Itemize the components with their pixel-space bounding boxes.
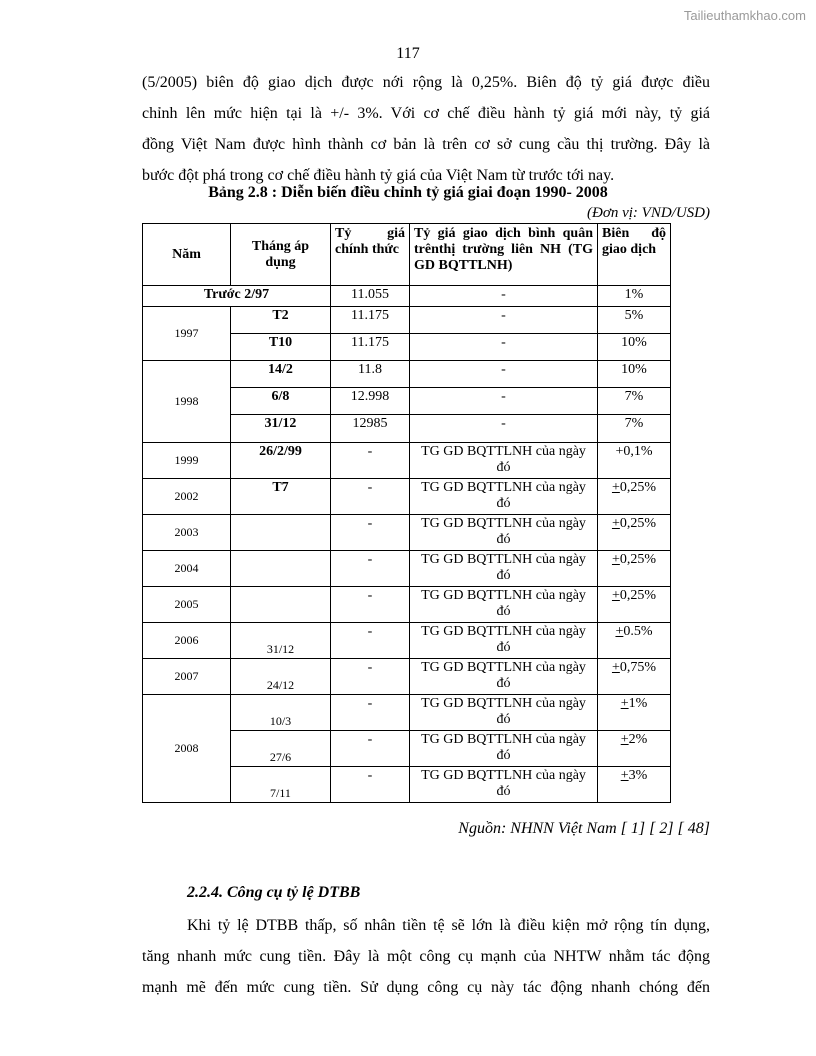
cell-interbank: - bbox=[410, 415, 598, 443]
cell-band bbox=[598, 731, 671, 767]
cell-year: 2002 bbox=[143, 479, 231, 515]
band-value: 0,25% bbox=[619, 588, 657, 603]
cell-year: 1999 bbox=[143, 443, 231, 479]
cell-interbank: TG GD BQTTLNH của ngày đó bbox=[410, 443, 598, 479]
cell-month: 31/12 bbox=[231, 415, 331, 443]
cell-rate: - bbox=[331, 479, 410, 515]
text-line: Khi tỷ lệ DTBB thấp, số nhân tiền tệ sẽ lớn là điều kiện mở rộng tín dụng, bbox=[187, 917, 710, 934]
cell-band bbox=[598, 623, 671, 659]
header-official-rate: Tỷ giá chính thức bbox=[331, 224, 410, 286]
text-line: đồng Việt Nam được hình thành cơ bản là trên cơ sở cung cầu thị trường. Đây là bbox=[142, 136, 710, 153]
cell-interbank: TG GD BQTTLNH của ngày đó bbox=[410, 479, 598, 515]
plus-minus-sign: + bbox=[611, 552, 620, 567]
cell-rate: - bbox=[331, 731, 410, 767]
plus-minus-sign: + bbox=[611, 660, 620, 675]
table-row bbox=[143, 587, 671, 623]
cell-year: 2006 bbox=[143, 623, 231, 659]
cell-rate: 12.998 bbox=[331, 388, 410, 415]
cell-rate: 11.175 bbox=[331, 307, 410, 334]
cell-interbank: - bbox=[410, 388, 598, 415]
intro-paragraph bbox=[142, 67, 710, 191]
table-row bbox=[143, 443, 671, 479]
cell-period: Trước 2/97 bbox=[143, 286, 331, 307]
cell-band: 10% bbox=[598, 334, 671, 361]
cell-rate: 12985 bbox=[331, 415, 410, 443]
cell-year: 2003 bbox=[143, 515, 231, 551]
cell-band bbox=[598, 767, 671, 803]
plus-minus-sign: + bbox=[615, 624, 624, 639]
table-source: Nguồn: NHNN Việt Nam [ 1] [ 2] [ 48] bbox=[458, 820, 710, 837]
cell-interbank: TG GD BQTTLNH của ngày đó bbox=[410, 659, 598, 695]
plus-minus-sign: + bbox=[620, 732, 629, 747]
cell-rate: 11.055 bbox=[331, 286, 410, 307]
cell-interbank: - bbox=[410, 307, 598, 334]
cell-rate: - bbox=[331, 767, 410, 803]
cell-interbank: TG GD BQTTLNH của ngày đó bbox=[410, 767, 598, 803]
cell-band: 1% bbox=[598, 286, 671, 307]
cell-rate: 11.175 bbox=[331, 334, 410, 361]
band-value: 0,25% bbox=[619, 552, 657, 567]
plus-minus-sign: + bbox=[620, 768, 629, 783]
cell-band bbox=[598, 695, 671, 731]
header-band: Biên độ giao dịch bbox=[598, 224, 671, 286]
cell-interbank: TG GD BQTTLNH của ngày đó bbox=[410, 587, 598, 623]
header-month: Tháng áp dụng bbox=[231, 224, 331, 286]
cell-band bbox=[598, 659, 671, 695]
exchange-rate-table bbox=[142, 223, 671, 803]
band-value: 0,25% bbox=[619, 480, 657, 495]
cell-month bbox=[231, 551, 331, 587]
cell-band: 10% bbox=[598, 361, 671, 388]
table-row bbox=[143, 623, 671, 659]
table-row bbox=[143, 479, 671, 515]
cell-band bbox=[598, 515, 671, 551]
table-row bbox=[143, 307, 671, 334]
cell-rate: - bbox=[331, 623, 410, 659]
plus-minus-sign: + bbox=[620, 696, 629, 711]
cell-year: 2008 bbox=[143, 695, 231, 803]
cell-month: 7/11 bbox=[231, 767, 331, 803]
band-value: 0,75% bbox=[619, 660, 657, 675]
table-row bbox=[143, 515, 671, 551]
cell-month: 10/3 bbox=[231, 695, 331, 731]
watermark: Tailieuthamkhao.com bbox=[683, 8, 806, 23]
table-unit: (Đơn vị: VND/USD) bbox=[587, 205, 710, 221]
cell-interbank: TG GD BQTTLNH của ngày đó bbox=[410, 551, 598, 587]
plus-minus-sign: + bbox=[611, 588, 620, 603]
header-interbank-rate: Tỷ giá giao dịch bình quân trênthị trường liên NH (TG GD BQTTLNH) bbox=[410, 224, 598, 286]
table-row bbox=[143, 286, 671, 307]
text-line: chỉnh lên mức hiện tại là +/- 3%. Với cơ chế điều hành tỷ giá mới này, tỷ giá bbox=[142, 105, 710, 122]
cell-interbank: TG GD BQTTLNH của ngày đó bbox=[410, 515, 598, 551]
cell-band: 5% bbox=[598, 307, 671, 334]
table-row bbox=[143, 695, 671, 731]
band-value: 3% bbox=[628, 768, 648, 783]
cell-month: 26/2/99 bbox=[231, 443, 331, 479]
cell-band: 7% bbox=[598, 388, 671, 415]
cell-rate: - bbox=[331, 551, 410, 587]
cell-month: 6/8 bbox=[231, 388, 331, 415]
cell-interbank: TG GD BQTTLNH của ngày đó bbox=[410, 731, 598, 767]
table-header-row bbox=[143, 224, 671, 286]
cell-month: 27/6 bbox=[231, 731, 331, 767]
band-value: 0,25% bbox=[619, 516, 657, 531]
cell-interbank: - bbox=[410, 286, 598, 307]
cell-rate: - bbox=[331, 695, 410, 731]
body-paragraph bbox=[142, 910, 710, 1003]
band-value: 1% bbox=[628, 696, 648, 711]
plus-minus-sign: + bbox=[611, 516, 620, 531]
section-heading: 2.2.4. Công cụ tỷ lệ DTBB bbox=[187, 884, 361, 901]
text-line: mạnh mẽ đến mức cung tiền. Sử dụng công cụ này tác động nhanh chóng đến bbox=[142, 979, 710, 996]
cell-rate: - bbox=[331, 659, 410, 695]
cell-year: 1997 bbox=[143, 307, 231, 361]
text-line: tăng nhanh mức cung tiền. Đây là một công cụ mạnh của NHTW nhằm tác động bbox=[142, 948, 710, 965]
plus-minus-sign: + bbox=[611, 480, 620, 495]
cell-month: 24/12 bbox=[231, 659, 331, 695]
table-caption: Bảng 2.8 : Diễn biến điều chỉnh tỷ giá giai đoạn 1990- 2008 bbox=[208, 184, 608, 201]
band-value: 0.5% bbox=[623, 624, 653, 639]
cell-month: T7 bbox=[231, 479, 331, 515]
cell-interbank: - bbox=[410, 334, 598, 361]
cell-band: +0,1% bbox=[598, 443, 671, 479]
cell-year: 2004 bbox=[143, 551, 231, 587]
table-row bbox=[143, 551, 671, 587]
table-row bbox=[143, 361, 671, 388]
cell-rate: - bbox=[331, 515, 410, 551]
cell-band: 7% bbox=[598, 415, 671, 443]
text-line: (5/2005) biên độ giao dịch được nới rộng là 0,25%. Biên độ tỷ giá được điều bbox=[142, 74, 710, 91]
header-year: Năm bbox=[143, 224, 231, 286]
cell-rate: - bbox=[331, 587, 410, 623]
text-line: bước đột phá trong cơ chế điều hành tỷ giá của Việt Nam từ trước tới nay. bbox=[142, 167, 615, 184]
page-number: 117 bbox=[396, 45, 420, 62]
cell-rate: 11.8 bbox=[331, 361, 410, 388]
cell-year: 2007 bbox=[143, 659, 231, 695]
band-value: 2% bbox=[628, 732, 648, 747]
cell-month: 14/2 bbox=[231, 361, 331, 388]
cell-interbank: TG GD BQTTLNH của ngày đó bbox=[410, 695, 598, 731]
cell-month bbox=[231, 587, 331, 623]
table-row bbox=[143, 659, 671, 695]
cell-year: 2005 bbox=[143, 587, 231, 623]
cell-rate: - bbox=[331, 443, 410, 479]
cell-year: 1998 bbox=[143, 361, 231, 443]
cell-band bbox=[598, 479, 671, 515]
cell-month: 31/12 bbox=[231, 623, 331, 659]
cell-month: T2 bbox=[231, 307, 331, 334]
cell-band bbox=[598, 551, 671, 587]
cell-month: T10 bbox=[231, 334, 331, 361]
cell-band bbox=[598, 587, 671, 623]
cell-interbank: TG GD BQTTLNH của ngày đó bbox=[410, 623, 598, 659]
cell-month bbox=[231, 515, 331, 551]
cell-interbank: - bbox=[410, 361, 598, 388]
